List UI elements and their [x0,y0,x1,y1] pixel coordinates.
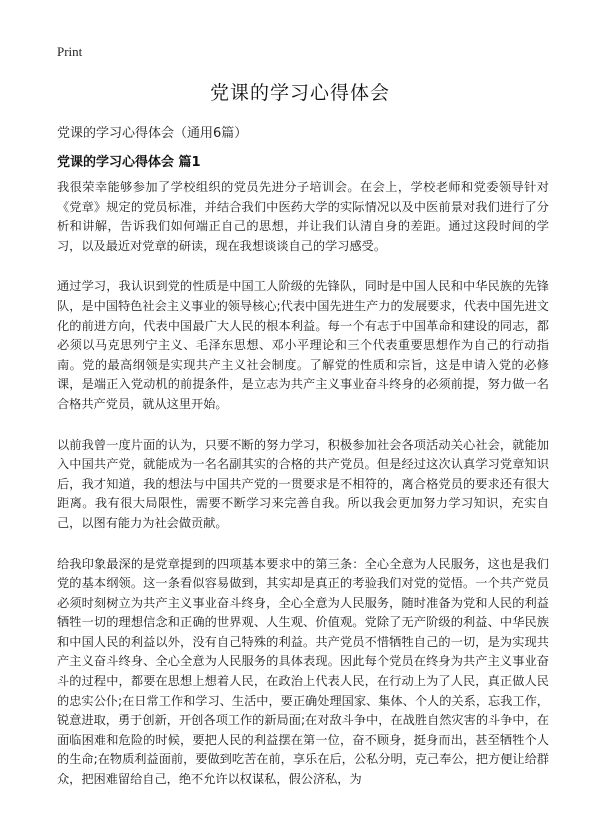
paragraph: 我很荣幸能够参加了学校组织的党员先进分子培训会。在会上，学校老师和党委领导针对《党章》规定的党员标准，并结合我们中医药大学的实际情况以及中医前景对我们进行了分析和讲解，告诉我们如何端正自己的思想，并让我们认清自身的差距。通过这段时间的学习，以及最近对党章的研读，现在我想谈谈自己的学习感受。 [57,180,549,253]
paragraph: 给我印象最深的是党章提到的四项基本要求中的第三条：全心全意为人民服务，这也是我们党的基本纲领。这一条看似容易做到，其实却是真正的考验我们对党的觉悟。一个共产党员必须时刻树立为共产主义事业奋斗终身，全心全意为人民服务，随时准备为党和人民的利益牺牲一切的理想信念和正确的世界观、人生观、价值观。党除了无产阶级的利益、中华民族和中国人民的利益以外，没有自己特殊的利益。共产党员不惜牺牲自己的一切，是为实现共产主义奋斗终身、全心全意为人民服务的具体表现。因此每个党员在终身为共产主义事业奋斗的过程中，都要在思想上想着人民，在政治上代表人民，在行动上为了人民，真正做人民的忠实公仆;在日常工作和学习、生活中，要正确处理国家、集体、个人的关系，忘我工作，锐意进取，勇于创新，开创各项工作的新局面;在对敌斗争中，在战胜自然灾害的斗争中，在面临困难和危险的时候，要把人民的利益摆在第一位，奋不顾身，挺身而出，甚至牺牲个人的生命;在物质利益面前，要做到吃苦在前，享乐在后，公私分明，克己奉公，把方便让给群众，把困难留给自己，绝不允许以权谋私，假公济私，为 [57,556,549,787]
paragraph: 通过学习，我认识到党的性质是中国工人阶级的先锋队，同时是中国人民和中华民族的先锋队，是中国特色社会主义事业的领导核心;代表中国先进生产力的发展要求，代表中国先进文化的前进方向，代表中国最广大人民的根本利益。每一个有志于中国革命和建设的同志，都必须以马克思列宁主义、毛泽东思想、邓小平理论和三个代表重要思想作为自己的行动指南。党的最高纲领是实现共产主义社会制度。了解党的性质和宗旨，这是申请入党的必修课，是端正入党动机的前提条件，是立志为共产主义事业奋斗终身的必须前提，努力做一名合格共产党员，就从这里开始。 [57,279,549,411]
article-body [57,178,549,811]
section-heading: 党课的学习心得体会 篇1 [57,155,201,170]
print-link[interactable]: Print [57,44,83,59]
page-title: 党课的学习心得体会 [209,82,390,104]
document-subtitle: 党课的学习心得体会（通用6篇） [57,126,248,141]
paragraph: 以前我曾一度片面的认为，只要不断的努力学习，积极参加社会各项活动关心社会，就能加入中国共产党，就能成为一名名副其实的合格的共产党员。但是经过这次认真学习党章知识后，我才知道，我的想法与中国共产党的一贯要求是不相符的，离合格党员的要求还有很大距离。我有很大局限性，需要不断学习来完善自我。所以我会更加努力学习知识，充实自己，以图有能力为社会做贡献。 [57,437,549,530]
